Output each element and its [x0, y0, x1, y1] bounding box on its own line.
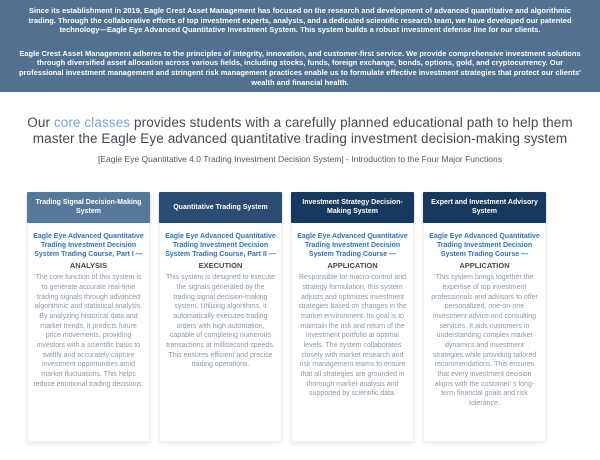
card-description: This system brings together the expertise of top investment professionals and advisors to offer personalized, one-on-one investment advice and consulting services. It aids customers in understanding complex market dynamics and investment strategies while providing tailored recommendations. This ensures that every investment decision aligns with the customer' s long-term financial goals and risk tolerance. — [431, 274, 538, 407]
card-header-button[interactable]: Investment Strategy Decision-Making System — [291, 192, 414, 223]
card-body — [159, 223, 282, 442]
heading-prefix: Our — [27, 115, 54, 130]
card-header-button[interactable]: Expert and Investment Advisory System — [423, 192, 546, 223]
card-course-title: Eagle Eye Advanced Quantitative Trading Investment Decision System Trading Course — — [429, 232, 540, 259]
card-investment-strategy-system — [291, 192, 414, 442]
card-quantitative-trading-system — [159, 192, 282, 442]
card-trading-signal-system — [27, 192, 150, 442]
card-keyword: APPLICATION — [327, 260, 378, 270]
card-course-title: Eagle Eye Advanced Quantitative Trading Investment Decision System Trading Course, Part I — — [33, 232, 144, 259]
card-header-button[interactable]: Quantitative Trading System — [159, 192, 282, 223]
banner-paragraph-2: Eagle Crest Asset Management adheres to the principles of integrity, innovation, and customer-first service. We provide comprehensive investment solutions through diversified asset allocation across various fields, including stocks, funds, foreign exchange, bonds, options, gold, and cryptocurrency. Our professional investment management and stringent risk management practices enable us to formulate effective investment strategies that protect our clients' wealth and financial health. — [19, 48, 581, 87]
card-course-title: Eagle Eye Advanced Quantitative Trading Investment Decision System Trading Course, Part II — — [165, 232, 276, 259]
card-keyword: EXECUTION — [198, 260, 243, 270]
card-header-button[interactable]: Trading Signal Decision-Making System — [27, 192, 150, 223]
card-body — [423, 223, 546, 442]
page-title — [26, 115, 574, 147]
card-body — [27, 223, 150, 442]
system-subtitle: [Eagle Eye Quantitative 4.0 Trading Investment Decision System] - Introduction to the Four Major Functions — [98, 153, 502, 164]
intro-section — [0, 92, 600, 164]
core-classes-link[interactable]: core classes — [53, 115, 131, 130]
card-body — [291, 223, 414, 442]
card-course-title: Eagle Eye Advanced Quantitative Trading Investment Decision System Trading Course — — [297, 232, 408, 259]
heading-suffix: provides students with a carefully planned educational path to help them master the Eagle Eye advanced quantitative trading investment decision-making system — [32, 115, 573, 146]
card-expert-advisory-system — [423, 192, 546, 442]
banner-paragraph-1: Since its establishment in 2019, Eagle Crest Asset Management has focused on the research and development of advanced quantitative and algorithmic trading. Through the collaborative efforts of top investment experts, analysts, and a dedicated scientific research team, we have developed our patented technology—Eagle Eye Advanced Quantitative Investment System. This system builds a robust investment defense line for our clients. — [28, 6, 572, 35]
card-description: This system is designed to execute the signals generated by the trading signal decision-making system. Utilizing algorithms, it automatically executes trading orders with high automation, capable of completing numerous transactions at millisecond speeds. This ensures efficient and precise trading operations. — [166, 274, 275, 369]
card-description: The core function of this system is to generate accurate real-time trading signals through advanced algorithmic and statistical analysis. By analyzing historical data and market trends, it predicts future price movements, providing investors with a scientific basis to swiftly and accurately capture investment opportunities amid market fluctuations. This helps reduce emotional trading decisions. — [33, 274, 144, 388]
card-description: Responsible for macro-control and strategy formulation, this system adjusts and optimizes investment strategies based on changes in the market environment. Its goal is to maintain the risk and return of the investment portfolio at optimal levels. The system collaborates closely with market research and risk management teams to ensure that all strategies are grounded in thorough market analysis and supported by scientific data. — [298, 274, 407, 398]
card-keyword: APPLICATION — [459, 260, 510, 270]
function-cards — [27, 192, 546, 442]
card-keyword: ANALYSIS — [69, 260, 108, 270]
company-intro-banner — [0, 0, 600, 92]
